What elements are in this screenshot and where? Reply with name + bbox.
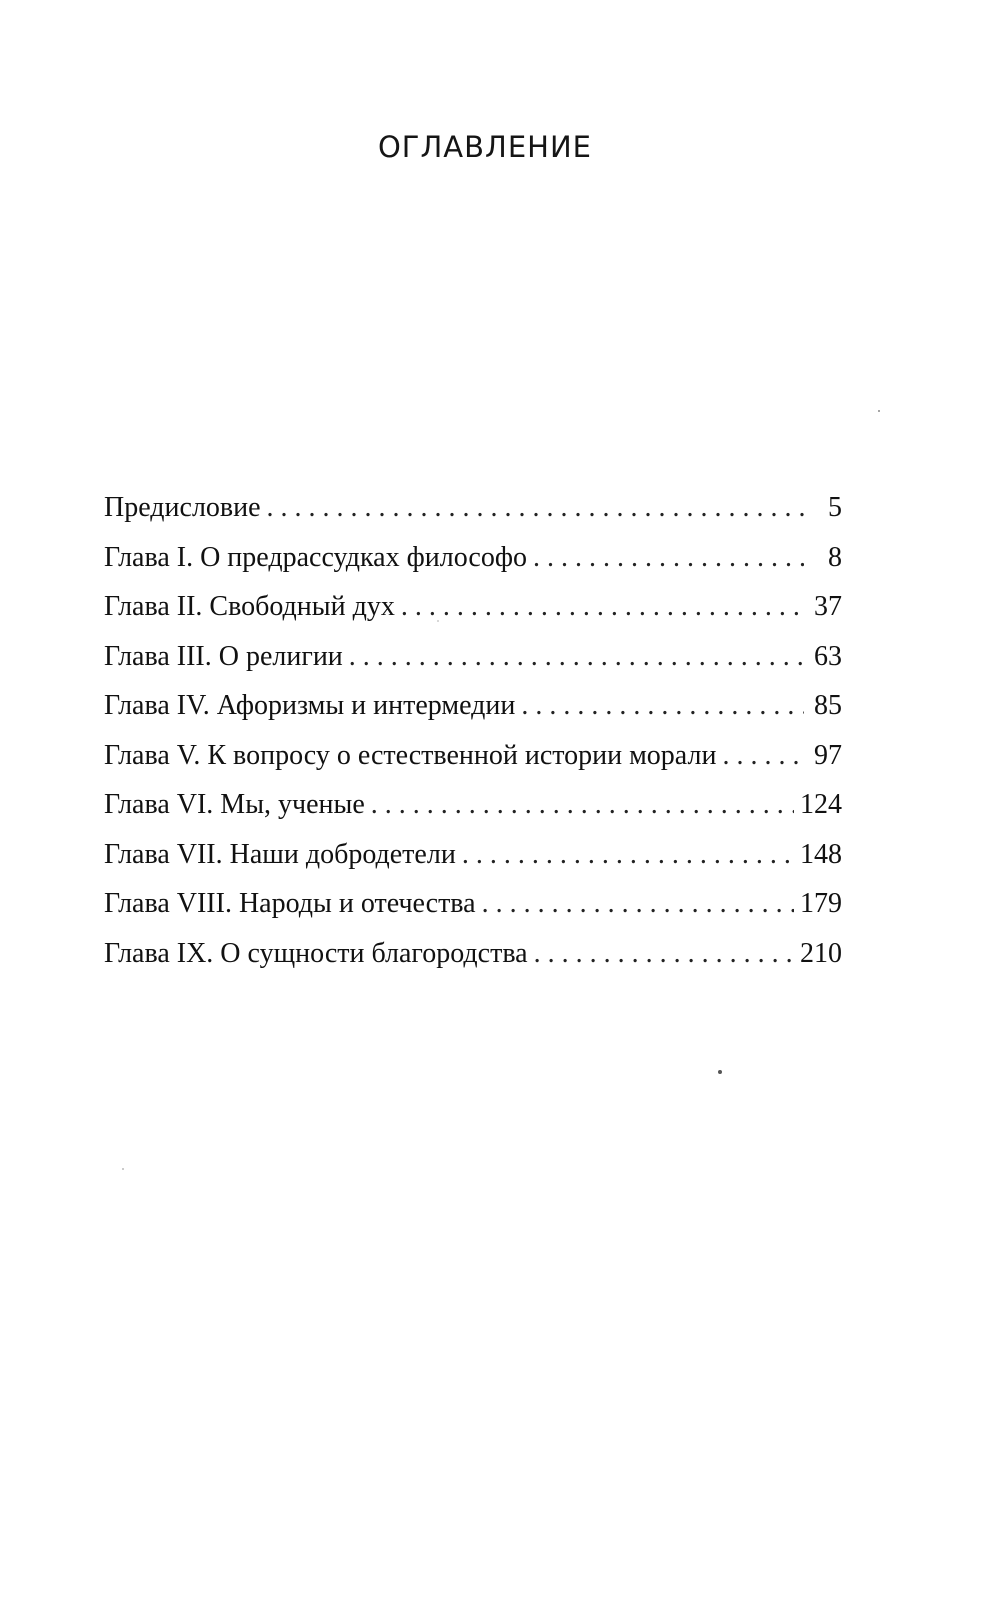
- toc-entry-chapter-9[interactable]: [104, 938, 842, 988]
- toc-page-number: 97: [814, 739, 842, 771]
- print-speck: [437, 620, 439, 622]
- toc-page-number: 5: [828, 492, 842, 523]
- page-title: ОГЛАВЛЕНИЕ: [377, 130, 592, 164]
- toc-entry-chapter-6[interactable]: [104, 789, 842, 839]
- toc-page-number: 124: [800, 789, 842, 820]
- toc-entry-label: Глава VII. Наши добродетели: [104, 838, 456, 870]
- dot-leader: [533, 542, 804, 574]
- dot-leader: [462, 839, 794, 871]
- toc-entry-label: Глава I. О предрассудках философо: [104, 541, 527, 573]
- toc-entry-preface[interactable]: [104, 492, 842, 542]
- toc-entry-label: Глава IX. О сущности благородства: [104, 937, 528, 969]
- toc-entry-chapter-2[interactable]: [104, 591, 842, 641]
- dot-leader: [349, 641, 804, 673]
- toc-entry-label: Глава VIII. Народы и отечества: [104, 888, 476, 919]
- dot-leader: [371, 789, 794, 821]
- print-speck: [718, 1070, 722, 1074]
- print-speck: [122, 1168, 124, 1170]
- toc-entry-chapter-1[interactable]: [104, 542, 842, 592]
- toc-entry-chapter-4[interactable]: [104, 690, 842, 740]
- dot-leader: [482, 888, 794, 920]
- dot-leader: [534, 938, 794, 970]
- toc-entry-label: Глава VI. Мы, ученые: [104, 789, 365, 820]
- toc-entry-label: Предисловие: [104, 492, 261, 523]
- toc-page-number: 85: [814, 690, 842, 721]
- toc-entry-label: Глава IV. Афоризмы и интермедии: [104, 690, 516, 721]
- toc-entry-chapter-5[interactable]: [104, 740, 842, 790]
- toc-page-number: 210: [800, 937, 842, 969]
- dot-leader: [267, 492, 804, 524]
- print-speck: [878, 410, 880, 412]
- toc-entry-chapter-3[interactable]: [104, 641, 842, 691]
- dot-leader: [722, 740, 804, 772]
- toc-page-number: 148: [800, 838, 842, 870]
- table-of-contents: [104, 492, 842, 987]
- toc-entry-chapter-8[interactable]: [104, 888, 842, 938]
- toc-entry-label: Глава III. О религии: [104, 640, 343, 672]
- toc-entry-label: Глава II. Свободный дух: [104, 591, 395, 622]
- toc-entry-chapter-7[interactable]: [104, 839, 842, 889]
- dot-leader: [401, 591, 804, 623]
- toc-page-number: 37: [814, 591, 842, 622]
- toc-page-number: 8: [828, 541, 842, 573]
- toc-entry-label: Глава V. К вопросу о естественной истории морали: [104, 739, 717, 771]
- toc-page-number: 63: [814, 640, 842, 672]
- toc-page-number: 179: [800, 888, 842, 919]
- dot-leader: [521, 690, 804, 722]
